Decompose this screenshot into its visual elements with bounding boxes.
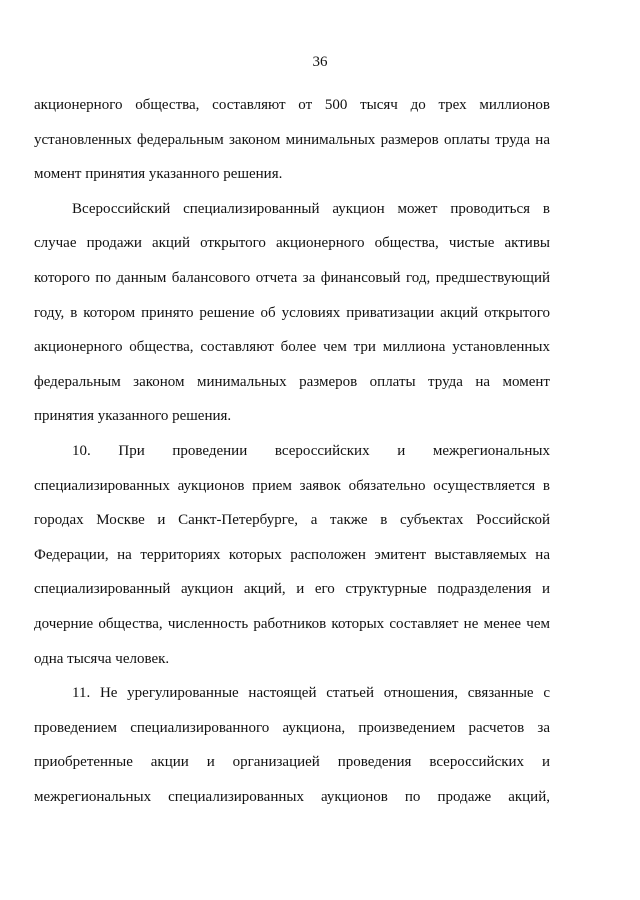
text-line: году, в котором принято решение об условиях приватизации акций открытого	[34, 304, 550, 321]
text-line: дочерние общества, численность работников которых составляет не менее чем	[34, 615, 550, 632]
text-line: приобретенные акции и организацией проведения всероссийских и	[34, 754, 550, 771]
text-line: акционерного общества, составляют более чем три миллиона установленных	[34, 339, 550, 356]
paragraph-3	[34, 434, 550, 676]
paragraph-2	[34, 192, 550, 434]
page-number: 36	[312, 54, 328, 70]
text-line: федеральным законом минимальных размеров оплаты труда на момент	[34, 373, 550, 390]
paragraph-4	[34, 676, 550, 814]
text-line: 11. Не урегулированные настоящей статьей отношения, связанные с	[72, 685, 550, 702]
text-line: межрегиональных специализированных аукционов по продаже акций,	[34, 788, 550, 805]
text-line: Всероссийский специализированный аукцион может проводиться в	[72, 200, 550, 217]
text-line: случае продажи акций открытого акционерного общества, чистые активы	[34, 235, 550, 252]
text-line: специализированный аукцион акций, и его структурные подразделения и	[34, 581, 550, 598]
text-line: проведением специализированного аукциона, произведением расчетов за	[34, 719, 550, 736]
body-text	[34, 88, 550, 814]
text-line: 10. При проведении всероссийских и межрегиональных	[72, 442, 550, 459]
text-line: специализированных аукционов прием заявок обязательно осуществляется в	[34, 477, 550, 494]
text-line: Федерации, на территориях которых расположен эмитент выставляемых на	[34, 546, 550, 563]
text-line: момент принятия указанного решения.	[34, 166, 283, 183]
text-line: одна тысяча человек.	[34, 650, 170, 667]
text-line: акционерного общества, составляют от 500 тысяч до трех миллионов	[34, 97, 550, 113]
text-line: которого по данным балансового отчета за финансовый год, предшествующий	[34, 269, 550, 286]
text-line: принятия указанного решения.	[34, 408, 232, 425]
text-line: городах Москве и Санкт-Петербурге, а также в субъектах Российской	[34, 512, 550, 529]
paragraph-1	[34, 88, 550, 192]
text-line: установленных федеральным законом минимальных размеров оплаты труда на	[34, 131, 550, 148]
